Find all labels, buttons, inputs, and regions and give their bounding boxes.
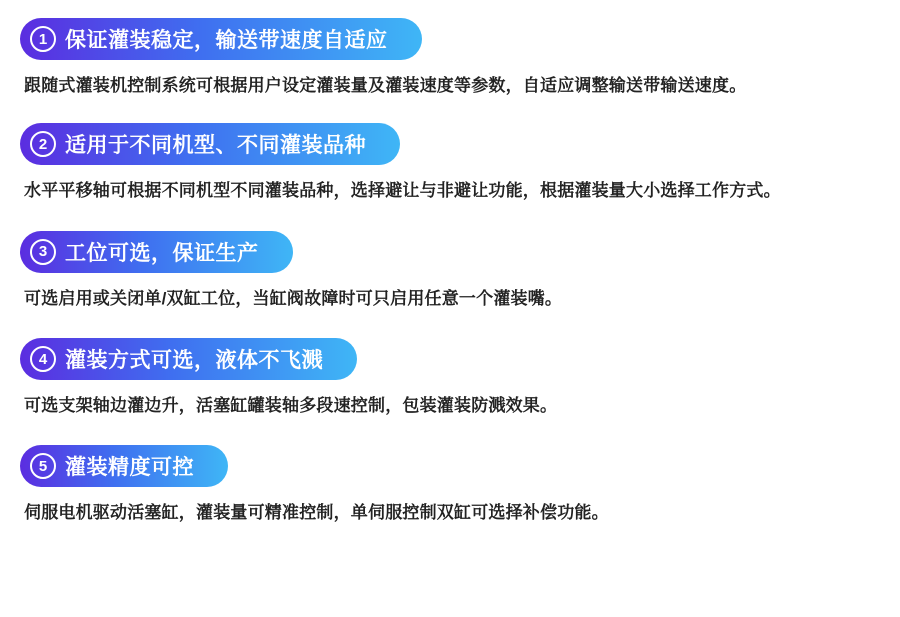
feature-description: 可选支架轴边灌边升，活塞缸罐装轴多段速控制，包装灌装防溅效果。 bbox=[24, 396, 558, 416]
feature-item bbox=[20, 18, 880, 99]
feature-title: 适用于不同机型、不同灌装品种 bbox=[65, 134, 366, 158]
feature-number-badge: 4 bbox=[30, 346, 56, 372]
feature-item bbox=[20, 231, 880, 312]
feature-number-badge: 1 bbox=[30, 26, 56, 52]
feature-number-badge: 3 bbox=[30, 239, 56, 265]
feature-item bbox=[20, 123, 880, 204]
feature-title: 灌装精度可控 bbox=[65, 456, 194, 480]
feature-heading-pill bbox=[20, 123, 400, 165]
feature-description: 可选启用或关闭单/双缸工位，当缸阀故障时可只启用任意一个灌装嘴。 bbox=[24, 288, 563, 308]
feature-description: 跟随式灌装机控制系统可根据用户设定灌装量及灌装速度等参数，自适应调整输送带输送速度。 bbox=[24, 76, 747, 95]
feature-description: 伺服电机驱动活塞缸，灌装量可精准控制，单伺服控制双缸可选择补偿功能。 bbox=[24, 503, 609, 523]
feature-item bbox=[20, 445, 880, 526]
feature-number-badge: 2 bbox=[30, 131, 56, 157]
feature-heading-pill bbox=[20, 445, 228, 487]
feature-description: 水平平移轴可根据不同机型不同灌装品种，选择避让与非避让功能，根据灌装量大小选择工作方式。 bbox=[24, 181, 781, 201]
feature-heading-pill bbox=[20, 231, 293, 273]
feature-heading-pill bbox=[20, 338, 357, 380]
feature-item bbox=[20, 338, 880, 419]
feature-title: 保证灌装稳定，输送带速度自适应 bbox=[65, 29, 388, 52]
feature-number-badge: 5 bbox=[30, 453, 56, 479]
feature-title: 灌装方式可选，液体不飞溅 bbox=[65, 349, 323, 373]
feature-title: 工位可选，保证生产 bbox=[65, 241, 259, 265]
feature-heading-pill bbox=[20, 18, 422, 60]
